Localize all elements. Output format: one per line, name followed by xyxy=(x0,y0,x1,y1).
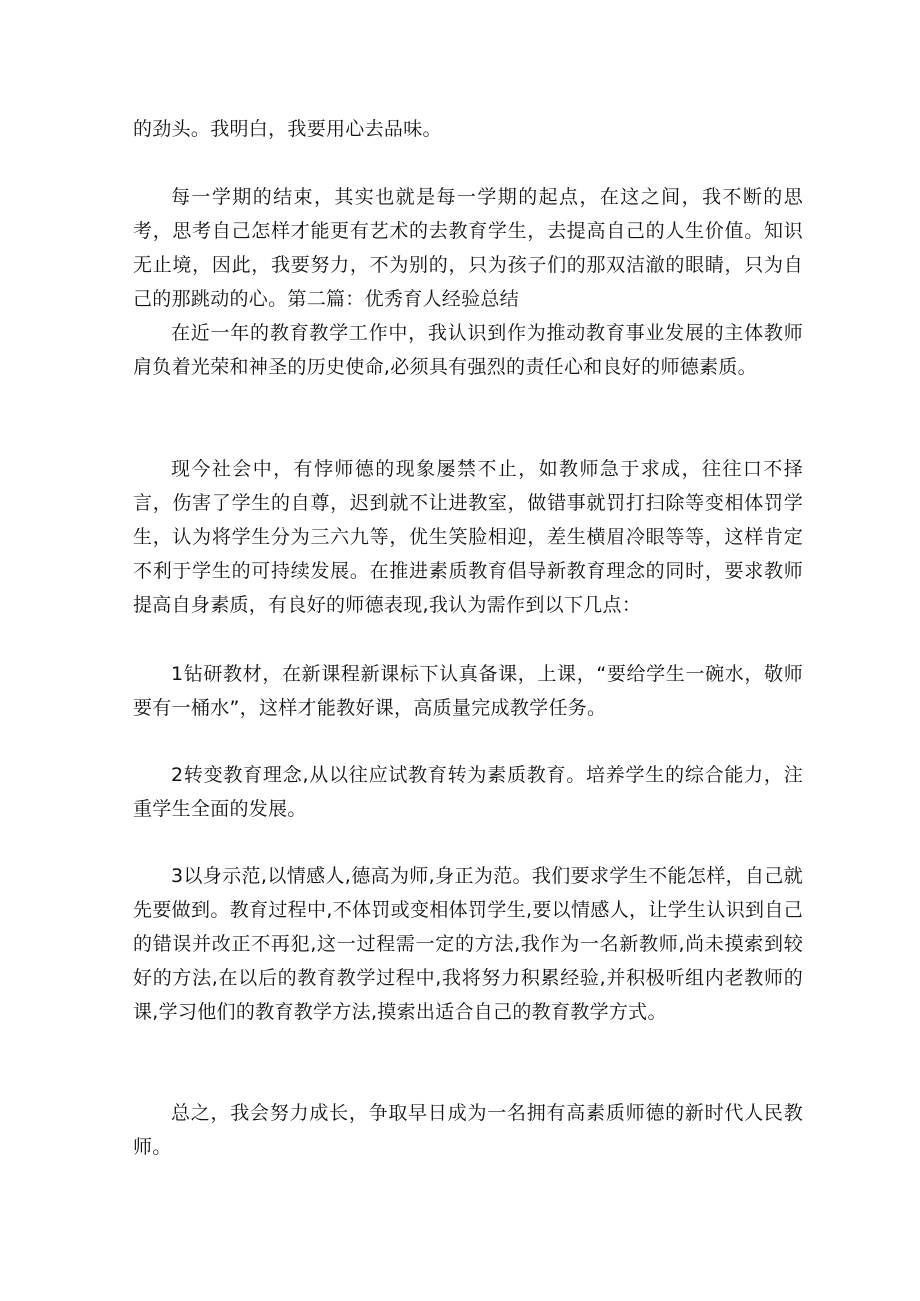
paragraph-continuation xyxy=(133,112,803,146)
paragraph-text: 每一学期的结束，其实也就是每一学期的起点，在这之间，我不断的思考，思考自己怎样才能更有艺术的去教育学生，去提高自己的人生价值。知识无止境，因此，我要努力，不为别的，只为孩子们的那双洁澈的眼睛，只为自己的那跳动的心。第二篇：优秀育人经验总结 xyxy=(133,186,803,310)
paragraph-term-reflection xyxy=(133,180,803,316)
paragraph-text: 3以身示范,以情感人,德高为师,身正为范。我们要求学生不能怎样，自己就先要做到。教育过程中,不体罚或变相体罚学生,要以情感人，让学生认识到自己的错误并改正不再犯,这一过程需一定的方法,我作为一名新教师,尚未摸索到较好的方法,在以后的教育教学过程中,我将努力积累经验,并积极听组内老教师的课,学习他们的教育教学方法,摸索出适合自己的教育教学方式。 xyxy=(133,865,803,1023)
paragraph-point-1 xyxy=(133,657,803,725)
paragraph-society xyxy=(133,452,803,622)
paragraph-text: 的劲头。我明白，我要用心去品味。 xyxy=(133,118,442,140)
paragraph-text: 1钻研教材，在新课程新课标下认真备课，上课，“要给学生一碗水，敬师要有一桶水”，这样才能教好课，高质量完成教学任务。 xyxy=(133,663,803,719)
paragraph-text: 在近一年的教育教学工作中，我认识到作为推动教育事业发展的主体教师肩负着光荣和神圣的历史使命,必须具有强烈的责任心和良好的师德素质。 xyxy=(133,322,803,378)
paragraph-text: 2转变教育理念,从以往应试教育转为素质教育。培养学生的综合能力，注重学生全面的发展。 xyxy=(133,764,803,820)
paragraph-point-2 xyxy=(133,758,803,826)
paragraph-text: 现今社会中，有悖师德的现象屡禁不止，如教师急于求成，往往口不择言，伤害了学生的自尊，迟到就不让进教室，做错事就罚打扫除等变相体罚学生，认为将学生分为三六九等，优生笑脸相迎，差生横眉冷眼等等，这样肯定不利于学生的可持续发展。在推进素质教育倡导新教育理念的同时，要求教师提高自身素质，有良好的师德表现,我认为需作到以下几点： xyxy=(133,458,803,616)
paragraph-conclusion xyxy=(133,1096,803,1164)
paragraph-point-3 xyxy=(133,859,803,1029)
paragraph-teaching-work xyxy=(133,316,803,384)
paragraph-text: 总之，我会努力成长，争取早日成为一名拥有高素质师德的新时代人民教师。 xyxy=(133,1102,803,1158)
